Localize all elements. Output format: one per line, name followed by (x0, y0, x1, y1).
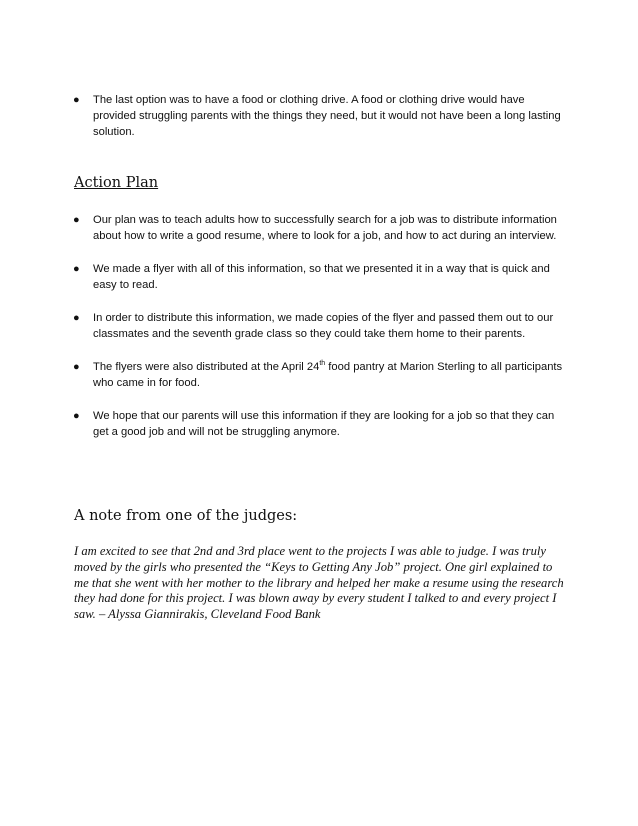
bullet-icon: ● (73, 361, 80, 373)
list-item (0, 261, 563, 293)
bullet-icon: ● (73, 410, 80, 422)
bullet-text: The last option was to have a food or clothing drive. A food or clothing drive would have provided struggling parents with the things they need, but it would not have been a long lasting solution. (93, 94, 561, 138)
list-item (0, 212, 563, 244)
list-item (0, 408, 563, 440)
bullet-icon: ● (73, 94, 80, 106)
bullet-text: We hope that our parents will use this information if they are looking for a job so that they can get a good job and will not be struggling anymore. (93, 410, 555, 438)
bullet-icon: ● (73, 263, 80, 275)
list-item (0, 310, 563, 342)
action-plan-heading: Action Plan (74, 175, 159, 191)
bullet-text-part: food pantry at Marion Sterling to all participants who came in for food. (93, 361, 563, 389)
ordinal-suffix: th (319, 360, 326, 367)
judge-note-text: I am excited to see that 2nd and 3rd place went to the projects I was able to judge. I was truly moved by the girls who presented the “Keys to Getting Any Job” project. One girl explained to me that she went with her mother to the library and helped her make a resume using the research they had done for this project. I was blown away by every student I talked to and every project I saw. – Alyssa Giannirakis, Cleveland Food Bank (74, 544, 564, 622)
bullet-text: We made a flyer with all of this information, so that we presented it in a way that is quick and easy to read. (93, 263, 550, 291)
intro-bullet-list (0, 92, 638, 157)
list-item (0, 359, 563, 391)
bullet-icon: ● (73, 214, 80, 226)
action-plan-bullet-list (0, 212, 638, 457)
list-item (0, 92, 563, 140)
bullet-text: In order to distribute this information, we made copies of the flyer and passed them out to our classmates and the seventh grade class so they could take them home to their parents. (93, 312, 554, 340)
bullet-icon: ● (73, 312, 80, 324)
judge-note-heading: A note from one of the judges: (74, 508, 298, 524)
bullet-text-part: The flyers were also distributed at the April 24 (93, 361, 320, 373)
bullet-text: Our plan was to teach adults how to successfully search for a job was to distribute information about how to write a good resume, where to look for a job, and how to act during an interview. (93, 214, 557, 242)
